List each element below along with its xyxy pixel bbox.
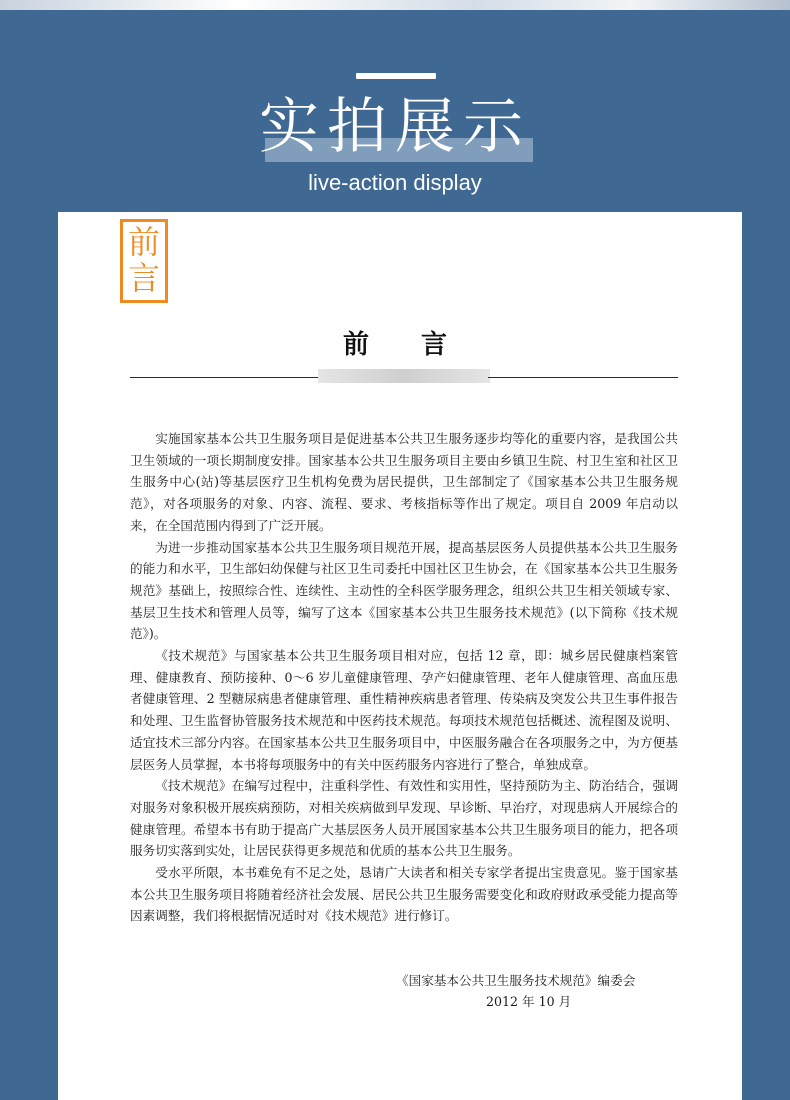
paragraph: 《技术规范》与国家基本公共卫生服务项目相对应，包括 12 章，即：城乡居民健康档案管理、健康教育、预防接种、0～6 岁儿童健康管理、孕产妇健康管理、老年人健康管理、高血压患者健康管理、2 型糖尿病患者健康管理、重性精神疾病患者管理、传染病及突发公共卫生事件报告和处理、卫生监督协管服务技术规范和中医药技术规范。每项技术规范包括概述、流程图及说明、适宜技术三部分内容。在国家基本公共卫生服务项目中，中医服务融合在各项服务之中，为方便基层医务人员掌握，本书将每项服务中的有关中医药服务内容进行了整合，单独成章。 xyxy=(130,648,678,772)
document-title: 前 言 xyxy=(342,330,447,360)
top-decorative-strip xyxy=(0,0,790,10)
title-rule-left xyxy=(130,377,320,378)
signature-block xyxy=(396,970,696,1012)
signature-organization: 《国家基本公共卫生服务技术规范》编委会 xyxy=(396,973,636,988)
header-accent-bar xyxy=(356,73,436,79)
section-tag-label: 前言 xyxy=(127,223,160,297)
paragraph: 受水平所限，本书难免有不足之处，恳请广大读者和相关专家学者提出宝贵意见。鉴于国家基本公共卫生服务项目将随着经济社会发展、居民公共卫生服务需要变化和政府财政承受能力提高等因素调整，我们将根据情况适时对《技术规范》进行修订。 xyxy=(130,865,678,924)
paragraph: 为进一步推动国家基本公共卫生服务项目规范开展，提高基层医务人员提供基本公共卫生服务的能力和水平，卫生部妇幼保健与社区卫生司委托中国社区卫生协会，在《国家基本公共卫生服务规范》基础上，按照综合性、连续性、主动性的全科医学服务理念，组织公共卫生相关领域专家、基层卫生技术和管理人员等，编写了这本《国家基本公共卫生服务技术规范》(以下简称《技术规范》)。 xyxy=(130,539,678,642)
paragraph: 实施国家基本公共卫生服务项目是促进基本公共卫生服务逐步均等化的重要内容，是我国公共卫生领域的一项长期制度安排。国家基本公共卫生服务项目主要由乡镇卫生院、村卫生室和社区卫生服务中心(站)等基层医疗卫生机构免费为居民提供，卫生部制定了《国家基本公共卫生服务规范》，对各项服务的对象、内容、流程、要求、考核指标等作出了规定。项目自 2009 年启动以来，在全国范围内得到了广泛开展。 xyxy=(130,431,678,533)
document-body xyxy=(130,428,678,927)
page-title: 实拍展示 xyxy=(259,92,531,162)
section-tag xyxy=(120,219,168,303)
title-rule-block xyxy=(318,369,490,383)
title-rule-right xyxy=(488,377,678,378)
page-subtitle: live-action display xyxy=(308,170,482,195)
signature-date: 2012 年 10 月 xyxy=(486,994,572,1009)
paragraph: 《技术规范》在编写过程中，注重科学性、有效性和实用性，坚持预防为主、防治结合，强调对服务对象积极开展疾病预防，对相关疾病做到早发现、早诊断、早治疗，对现患病人开展综合的健康管理。希望本书有助于提高广大基层医务人员开展国家基本公共卫生服务项目的能力，把各项服务切实落到实处，让居民获得更多规范和优质的基本公共卫生服务。 xyxy=(130,778,678,859)
